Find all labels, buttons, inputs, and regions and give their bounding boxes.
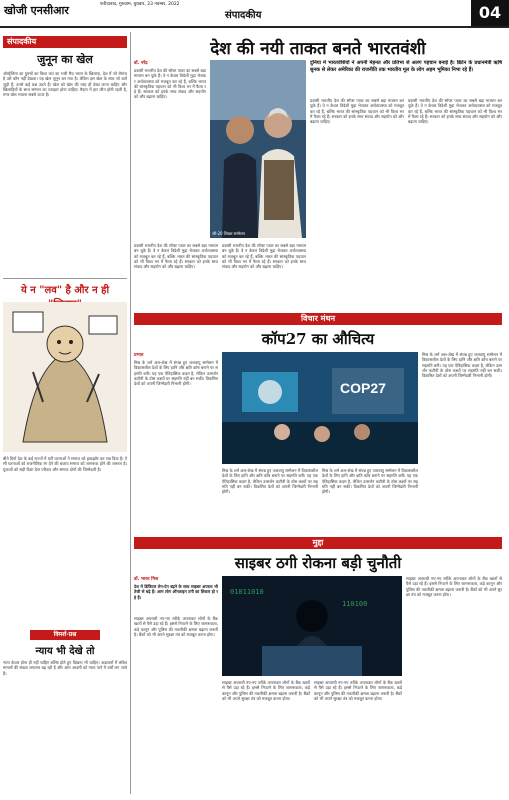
conference-photo-icon xyxy=(222,352,418,464)
cyber-headline: साइबर ठगी रोकना बड़ी चुनौती xyxy=(234,554,402,572)
small-article-kicker xyxy=(30,630,100,640)
cyber-col1 xyxy=(134,576,218,798)
cyber-byline: डॉ. भारत मिश्र xyxy=(134,577,159,582)
main-body-col4: प्रवासी भारतीय देश की सॉफ्ट पावर का सबसे बड़ा माध्यम बन चुके हैं। वे न केवल विदेशी मुद्रा भेजकर अर्थव्यवस्था को मजबूत कर रहे हैं, बल्कि भारत की सांस्कृतिक पहचान को भी विश्व भर में फैला रहे हैं। सरकार को इनके साथ संवाद और सहयोग को और बढ़ाना चाहिए। xyxy=(134,243,218,270)
cartoon-illustration xyxy=(3,302,127,452)
small-kicker-label: विमर्श-प्रश्न xyxy=(53,631,77,638)
leaders-photo-icon xyxy=(210,60,306,238)
main-byline: डॉ. नरेंद्र xyxy=(134,61,148,66)
editorial-kicker xyxy=(3,36,127,48)
cyber-lead: देश में डिजिटल लेन-देन बढ़ने के साथ साइबर अपराध भी तेजी से बढ़े हैं। आम लोग ऑनलाइन ठगी का शिकार हो रहे हैं। xyxy=(134,584,218,600)
svg-text:01011010: 01011010 xyxy=(230,588,264,596)
cyber-banner xyxy=(134,537,502,549)
cartoon-caption: ये न "लव" है और न ही xyxy=(3,278,127,310)
cartoon-art-icon xyxy=(3,302,127,452)
cop-headline: कॉप27 का औचित्य xyxy=(261,330,375,348)
small-article-body: न्याय केवल होना ही नहीं चाहिए बल्कि होते हुए दिखना भी चाहिए। अदालतों में लंबित मामलों की संख्या लगातार बढ़ रही है और आम आदमी को न्याय पाने में वर्षों लग जाते हैं। xyxy=(3,660,127,676)
page-number: 04 xyxy=(471,0,509,26)
cop-col-right xyxy=(422,352,502,534)
main-body-col3: प्रवासी भारतीय देश की सॉफ्ट पावर का सबसे बड़ा माध्यम बन चुके हैं। वे न केवल विदेशी मुद्रा भेजकर अर्थव्यवस्था को मजबूत कर रहे हैं, बल्कि भारत की सांस्कृतिक पहचान को भी विश्व भर में फैला रहे हैं। सरकार को इनके साथ संवाद और सहयोग को और बढ़ाना चाहिए। xyxy=(408,98,502,125)
cop-banner xyxy=(134,313,502,325)
cop-headline-wrap xyxy=(134,329,502,349)
cyber-col3 xyxy=(314,680,402,792)
small-article-headline: न्याय भी देखे तो xyxy=(35,646,95,657)
cop-body-col3: मिस्र के शर्म अल-शेख में संपन्न हुए जलवायु सम्मेलन में विकासशील देशों के लिए हानि और क्षति कोष बनाने पर सहमति बनी। यह एक ऐतिहासिक कदम है, लेकिन उत्सर्जन कटौती के ठोस लक्ष्यों पर सहमति नहीं बन सकी। विकसित देशों को अपनी जिम्मेदारी निभानी होगी। xyxy=(322,468,418,495)
editorial-kicker-label: संपादकीय xyxy=(7,37,37,46)
cyber-headline-wrap xyxy=(134,553,502,573)
cop-photo xyxy=(222,352,418,464)
cyber-body-col-right: साइबर अपराधी नए-नए तरीके अपनाकर लोगों के बैंक खातों से पैसे उड़ा रहे हैं। इससे निपटने के लिए जागरूकता, कड़े कानून और पुलिस की तकनीकी क्षमता बढ़ाना जरूरी है। बैंकों को भी अपने सुरक्षा तंत्र को मजबूत करना होगा। xyxy=(406,576,502,597)
cyber-body-col2: साइबर अपराधी नए-नए तरीके अपनाकर लोगों के बैंक खातों से पैसे उड़ा रहे हैं। इससे निपटने के लिए जागरूकता, कड़े कानून और पुलिस की तकनीकी क्षमता बढ़ाना जरूरी है। बैंकों को भी अपने सुरक्षा तंत्र को मजबूत करना होगा। xyxy=(222,680,310,701)
main-article-col1 xyxy=(134,60,206,252)
small-article xyxy=(3,643,127,800)
main-article-headline: देश की नयी ताकत बनते भारतवंशी xyxy=(210,39,426,59)
cyber-col-right xyxy=(406,576,502,792)
main-article-lead xyxy=(310,60,502,96)
cop-body-col2: मिस्र के शर्म अल-शेख में संपन्न हुए जलवायु सम्मेलन में विकासशील देशों के लिए हानि और क्षति कोष बनाने पर सहमति बनी। यह एक ऐतिहासिक कदम है, लेकिन उत्सर्जन कटौती के ठोस लक्ष्यों पर सहमति नहीं बन सकी। विकसित देशों को अपनी जिम्मेदारी निभानी होगी। xyxy=(222,468,318,495)
cyber-body-col3: साइबर अपराधी नए-नए तरीके अपनाकर लोगों के बैंक खातों से पैसे उड़ा रहे हैं। इससे निपटने के लिए जागरूकता, कड़े कानून और पुलिस की तकनीकी क्षमता बढ़ाना जरूरी है। बैंकों को भी अपने सुरक्षा तंत्र को मजबूत करना होगा। xyxy=(314,680,402,701)
editorial-section xyxy=(3,50,127,269)
cop-col2 xyxy=(222,468,318,534)
page-header xyxy=(0,0,509,28)
main-article-col-right1 xyxy=(310,98,404,310)
main-body-col5: प्रवासी भारतीय देश की सॉफ्ट पावर का सबसे बड़ा माध्यम बन चुके हैं। वे न केवल विदेशी मुद्रा भेजकर अर्थव्यवस्था को मजबूत कर रहे हैं, बल्कि भारत की सांस्कृतिक पहचान को भी विश्व भर में फैला रहे हैं। सरकार को इनके साथ संवाद और सहयोग को और बढ़ाना चाहिए। xyxy=(222,243,306,270)
main-article-col-right2 xyxy=(408,98,502,310)
cop-photo-text: COP27 xyxy=(340,380,386,396)
main-article-headline-wrap xyxy=(134,36,502,59)
main-body-col2: प्रवासी भारतीय देश की सॉफ्ट पावर का सबसे बड़ा माध्यम बन चुके हैं। वे न केवल विदेशी मुद्रा भेजकर अर्थव्यवस्था को मजबूत कर रहे हैं, बल्कि भारत की सांस्कृतिक पहचान को भी विश्व भर में फैला रहे हैं। सरकार को इनके साथ संवाद और सहयोग को और बढ़ाना चाहिए। xyxy=(310,98,404,125)
main-body-col1: प्रवासी भारतीय देश की सॉफ्ट पावर का सबसे बड़ा माध्यम बन चुके हैं। वे न केवल विदेशी मुद्रा भेजकर अर्थव्यवस्था को मजबूत कर रहे हैं, बल्कि भारत की सांस्कृतिक पहचान को भी विश्व भर में फैला रहे हैं। सरकार को इनके साथ संवाद और सहयोग को और बढ़ाना चाहिए। xyxy=(134,68,206,100)
main-photo xyxy=(210,60,306,238)
cop-banner-label: विचार मंथन xyxy=(300,314,336,323)
cop-body-col-right: मिस्र के शर्म अल-शेख में संपन्न हुए जलवायु सम्मेलन में विकासशील देशों के लिए हानि और क्षति कोष बनाने पर सहमति बनी। यह एक ऐतिहासिक कदम है, लेकिन उत्सर्जन कटौती के ठोस लक्ष्यों पर सहमति नहीं बन सकी। विकसित देशों को अपनी जिम्मेदारी निभानी होगी। xyxy=(422,352,502,379)
column-divider xyxy=(130,32,131,794)
cop-col3 xyxy=(322,468,418,534)
svg-text:110100: 110100 xyxy=(342,600,368,608)
hacker-photo-icon xyxy=(222,576,402,676)
main-article-bottom2 xyxy=(222,243,306,311)
cop-col1 xyxy=(134,352,218,542)
cyber-col2 xyxy=(222,680,310,792)
cyber-banner-label: मुद्दा xyxy=(312,538,324,547)
left-body-text: बीते दिनों देश के कई राज्यों में घटी घटनाओं ने समाज को झकझोर कर रख दिया है। ऐसी घटनाओं को राजनीतिक रंग देने की बजाय समाज को जागरूक होने की जरूरत है। युवाओं को सही दिशा देना परिवार और समाज दोनों की जिम्मेदारी है। xyxy=(3,456,127,472)
masthead: खोजी एनसीआर xyxy=(4,4,69,17)
main-lead: दुनिया में भारतवंशियों ने अपनी मेहनत और प्रतिभा से अलग पहचान बनाई है। ब्रिटेन के प्रधानमंत्री ऋषि सुनक से लेकर अमेरिका की राजनीति तक भारतीय मूल के लोग अहम भूमिका निभा रहे हैं। xyxy=(310,60,502,73)
main-article-bottom1 xyxy=(134,243,218,311)
cop-body-col1: मिस्र के शर्म अल-शेख में संपन्न हुए जलवायु सम्मेलन में विकासशील देशों के लिए हानि और क्षति कोष बनाने पर सहमति बनी। यह एक ऐतिहासिक कदम है, लेकिन उत्सर्जन कटौती के ठोस लक्ष्यों पर सहमति नहीं बन सकी। विकसित देशों को अपनी जिम्मेदारी निभानी होगी। xyxy=(134,360,218,387)
cyber-photo xyxy=(222,576,402,676)
section-title: संपादकीय xyxy=(225,10,262,21)
main-photo-caption: जी-20 शिखर सम्मेलन xyxy=(212,231,245,236)
left-column-body xyxy=(3,456,127,626)
editorial-body: ऑस्ट्रेलिया का पुरुषों का विश्व कप का भारी मैच भारत के खिलाफ, देश में जो रोमांच है उसे कौन नहीं देखता। यह खेल जुनून बन गया है। लेकिन इस खेल के साथ जो बातें जुड़ी हैं, उनसे कई प्रश्न उठते हैं। खेल को खेल की तरह ही देखा जाना चाहिए और खिलाड़ियों के साथ सम्मान का व्यवहार होना चाहिए। मैदान में हार जीत होती रहती है, मगर खेल भावना सबसे ऊपर है। xyxy=(3,71,127,98)
cyber-body-col1: साइबर अपराधी नए-नए तरीके अपनाकर लोगों के बैंक खातों से पैसे उड़ा रहे हैं। इससे निपटने के लिए जागरूकता, कड़े कानून और पुलिस की तकनीकी क्षमता बढ़ाना जरूरी है। बैंकों को भी अपने सुरक्षा तंत्र को मजबूत करना होगा। xyxy=(134,616,218,637)
cop-byline: प्रभात xyxy=(134,353,144,358)
dateline: फरीदाबाद, गुरुग्राम, बुधवार, 23 नवम्बर, 2022 xyxy=(100,2,180,7)
editorial-headline: जुनून का खेल xyxy=(37,53,93,66)
